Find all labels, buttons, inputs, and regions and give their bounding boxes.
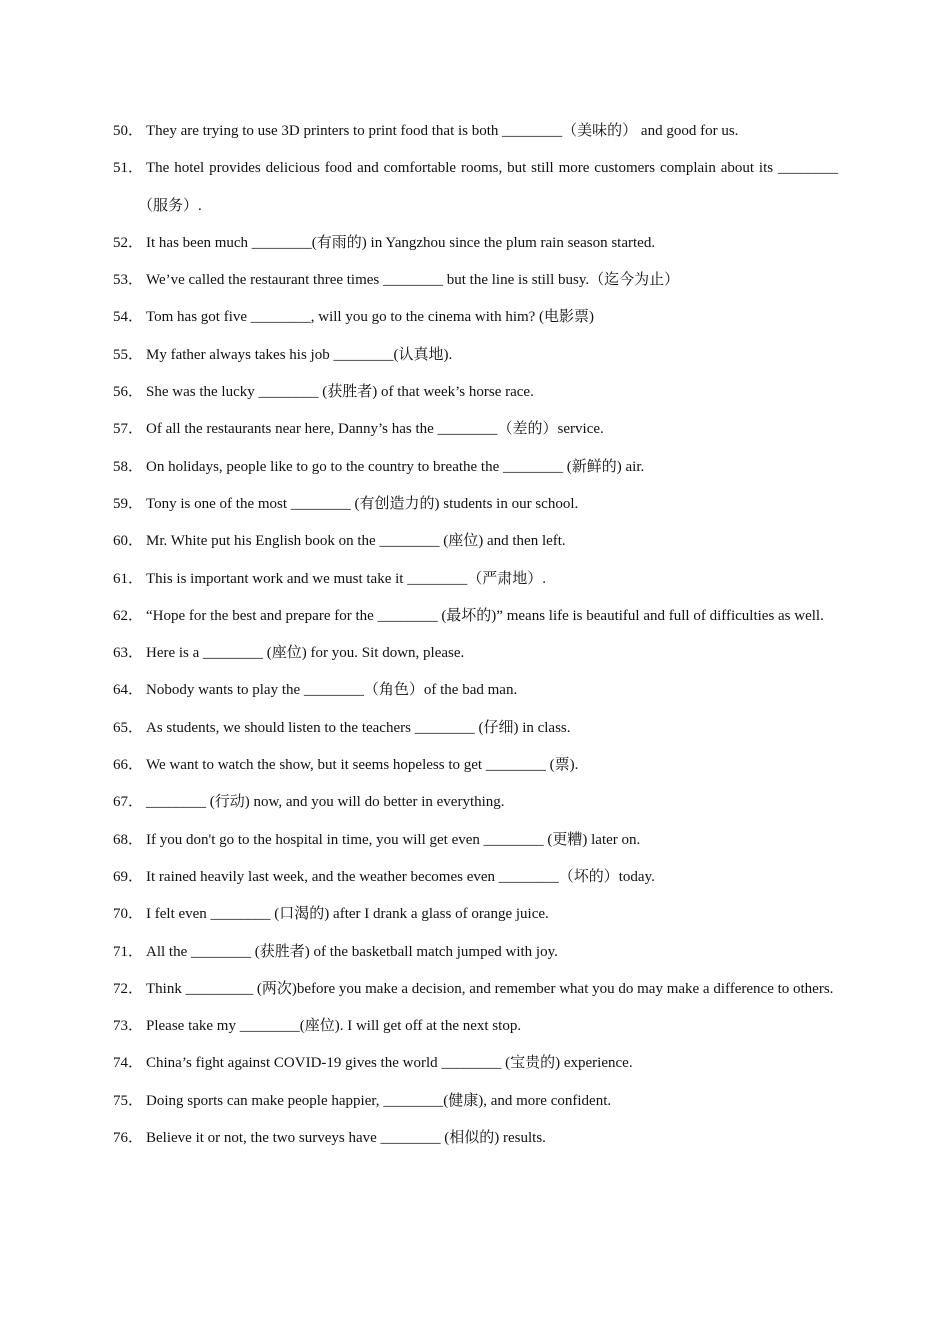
question-item (113, 598, 838, 635)
question-number: 67． (113, 794, 144, 811)
question-item (113, 896, 838, 933)
question-text: She was the lucky ________ (获胜者) of that week’s horse race. (146, 384, 534, 401)
question-number: 57． (113, 421, 144, 438)
question-text: It has been much ________(有雨的) in Yangzhou since the plum rain season started. (146, 234, 656, 251)
question-item (113, 672, 838, 709)
question-item (113, 784, 838, 821)
question-item (113, 337, 838, 374)
question-number: 56． (113, 384, 144, 401)
question-item (113, 934, 838, 971)
question-number: 75． (113, 1092, 144, 1109)
question-item (113, 1083, 838, 1120)
question-item (113, 486, 838, 523)
question-text: On holidays, people like to go to the country to breathe the ________ (新鲜的) air. (146, 458, 645, 475)
question-item (113, 822, 838, 859)
question-item (113, 411, 838, 448)
question-text: They are trying to use 3D printers to print food that is both ________（美味的） and good for us. (146, 123, 739, 139)
question-number: 66． (113, 757, 144, 774)
question-text: This is important work and we must take it ________（严肃地）. (146, 570, 546, 587)
question-number: 64． (113, 682, 144, 699)
question-item (113, 859, 838, 896)
question-number: 68． (113, 831, 144, 848)
question-text: As students, we should listen to the teachers ________ (仔细) in class. (146, 719, 571, 736)
question-text: My father always takes his job ________(认真地). (146, 346, 453, 363)
question-item (113, 971, 838, 1008)
question-item (113, 523, 838, 560)
question-number: 62． (113, 607, 144, 624)
question-item (113, 747, 838, 784)
question-item (113, 225, 838, 262)
question-item (113, 1045, 838, 1082)
question-text: Believe it or not, the two surveys have ________ (相似的) results. (146, 1130, 546, 1147)
question-item (113, 635, 838, 672)
question-text: Here is a ________ (座位) for you. Sit down, please. (146, 645, 465, 662)
question-number: 61． (113, 570, 144, 587)
question-number: 52． (113, 234, 144, 251)
question-item (113, 150, 838, 225)
question-item (113, 449, 838, 486)
question-text: The hotel provides delicious food and comfortable rooms, but still more customers complain about its ________（服务）. (138, 160, 838, 214)
question-number: 65． (113, 719, 144, 736)
question-number: 60． (113, 533, 144, 550)
question-text: All the ________ (获胜者) of the basketball match jumped with joy. (146, 943, 558, 960)
question-text: If you don't go to the hospital in time, you will get even ________ (更糟) later on. (146, 831, 641, 848)
question-text: Mr. White put his English book on the ________ (座位) and then left. (146, 533, 566, 550)
question-item (113, 1120, 838, 1157)
question-number: 69． (113, 868, 144, 885)
question-text: It rained heavily last week, and the weather becomes even ________（坏的）today. (146, 868, 655, 885)
question-number: 71． (113, 943, 144, 960)
question-number: 73． (113, 1018, 144, 1035)
question-text: ________ (行动) now, and you will do better in everything. (146, 794, 505, 811)
question-item (113, 374, 838, 411)
question-number: 50． (113, 123, 144, 139)
question-item (113, 1008, 838, 1045)
question-number: 58． (113, 458, 144, 475)
question-number: 51． (113, 160, 144, 177)
question-text: China’s fight against COVID-19 gives the world ________ (宝贵的) experience. (146, 1055, 633, 1072)
question-text: I felt even ________ (口渴的) after I drank a glass of orange juice. (146, 906, 549, 923)
question-text: Think _________ (两次)before you make a decision, and remember what you do may make a difference to others. (146, 980, 834, 997)
question-text: Of all the restaurants near here, Danny’s has the ________（差的）service. (146, 421, 604, 438)
question-item (113, 710, 838, 747)
question-number: 72． (113, 980, 144, 997)
question-text: Nobody wants to play the ________（角色）of the bad man. (146, 682, 518, 699)
question-number: 74． (113, 1055, 144, 1072)
question-text: Tony is one of the most ________ (有创造力的) students in our school. (146, 495, 579, 512)
question-text: We’ve called the restaurant three times ________ but the line is still busy.（迄今为止） (146, 272, 680, 289)
question-number: 76． (113, 1130, 144, 1147)
question-item (113, 561, 838, 598)
question-number: 59． (113, 495, 144, 512)
question-item (113, 262, 838, 299)
question-item (113, 299, 838, 336)
question-number: 54． (113, 309, 144, 326)
question-text: We want to watch the show, but it seems hopeless to get ________ (票). (146, 757, 579, 774)
question-list (113, 113, 838, 1157)
question-number: 55． (113, 346, 144, 363)
question-number: 53． (113, 272, 144, 289)
question-item (113, 113, 838, 150)
question-number: 63． (113, 645, 144, 662)
question-text: Doing sports can make people happier, ________(健康), and more confident. (146, 1092, 612, 1109)
question-text: Please take my ________(座位). I will get off at the next stop. (146, 1018, 522, 1035)
question-text: “Hope for the best and prepare for the ________ (最坏的)” means life is beautiful and full of difficulties as well. (146, 607, 824, 624)
question-number: 70． (113, 906, 144, 923)
question-text: Tom has got five ________, will you go to the cinema with him? (电影票) (146, 309, 595, 326)
